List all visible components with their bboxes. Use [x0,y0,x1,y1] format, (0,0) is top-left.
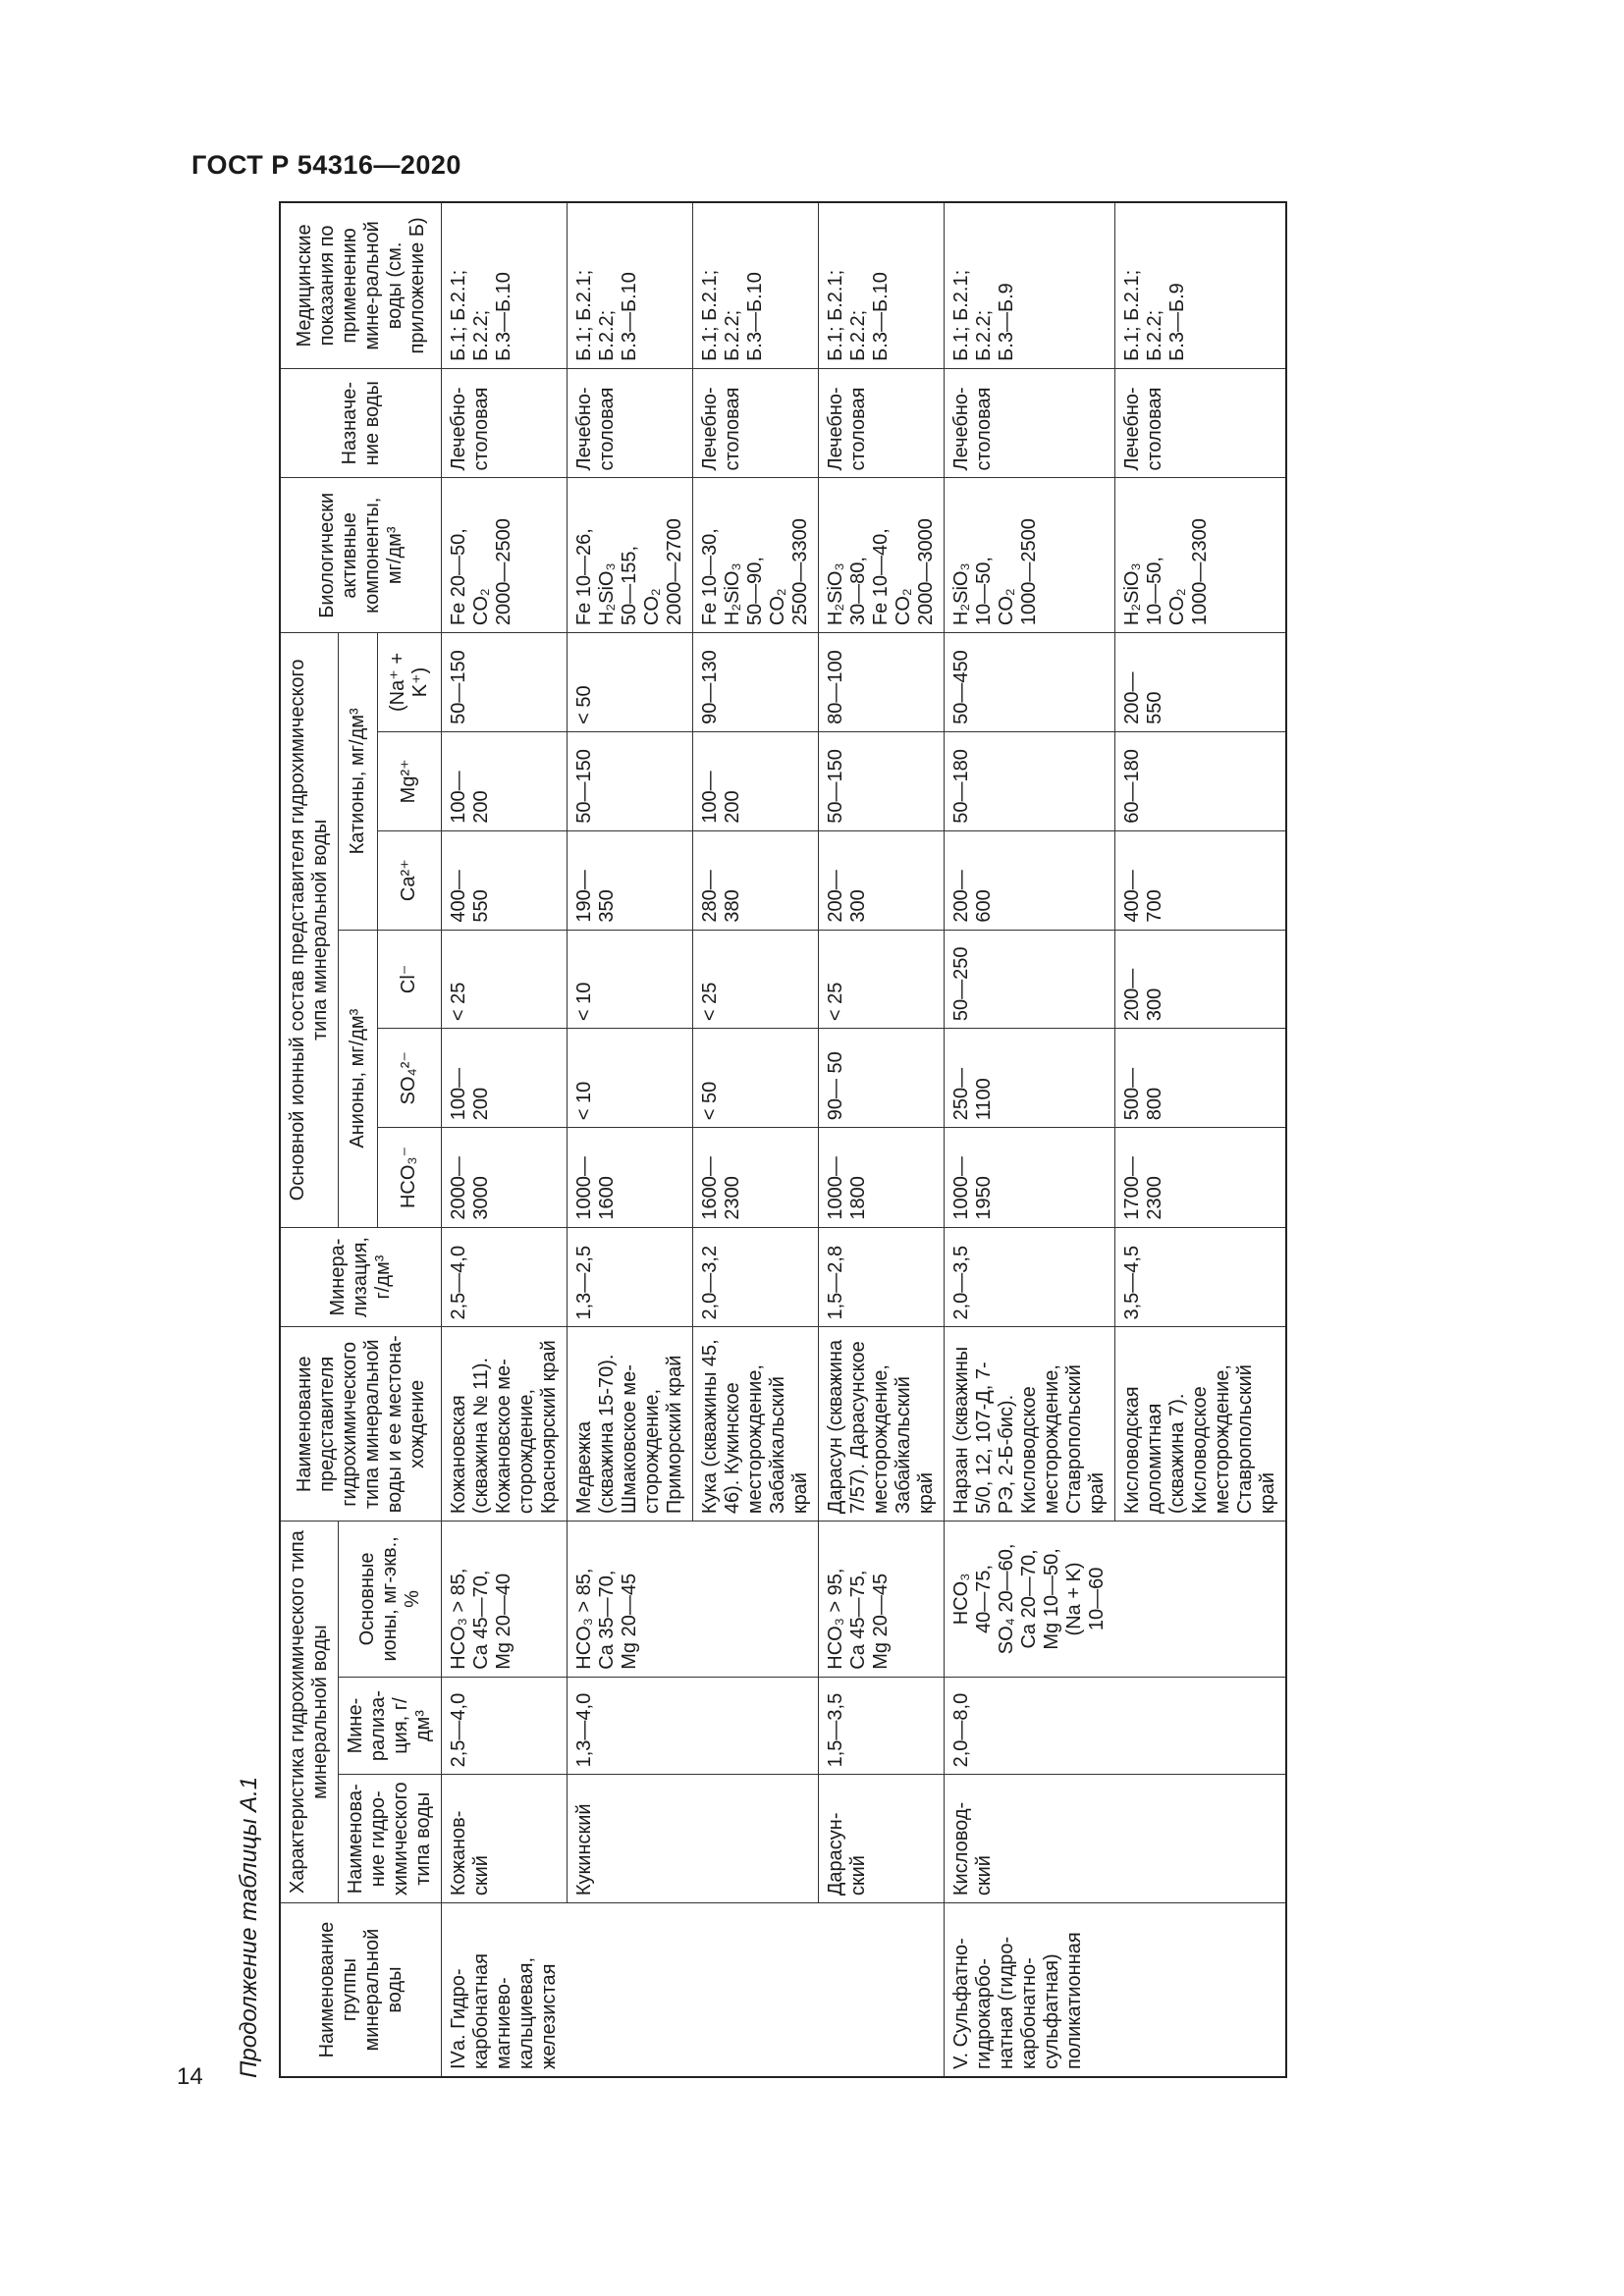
cell-mg: 60—180 [1115,731,1287,830]
header-anions: Анионы, мг/дм³ [339,930,378,1227]
cell-nak: 50—150 [442,633,568,732]
cell-group [819,1903,945,2077]
cell-main-ions: HCO₃ 40—75, SO₄ 20—60, Ca 20—70, Mg 10—50, (Na + K) 10—60 [945,1522,1115,1678]
cell-group [568,1903,693,2077]
cell-so4: < 10 [568,1029,693,1128]
mineral-water-table [279,201,1287,2078]
document-code: ГОСТ Р 54316—2020 [191,150,461,180]
header-ionic-composition: Основной ионный состав представителя гидрохимического типа минеральной воды [280,633,339,1228]
cell-mg: 50—150 [819,731,945,830]
table-row [945,202,1115,2077]
table-caption: Продолжение таблицы А.1 [236,1776,262,2078]
cell-ca: 200— 300 [819,830,945,930]
cell-medical: Б.1; Б.2.1; Б.2.2; Б.3—Б.10 [819,202,945,368]
header-hydro-mineralization: Мине-рализа-ция, г/дм³ [339,1677,442,1775]
cell-so4: 500— 800 [1115,1029,1287,1128]
cell-representative: Нарзан (скважины 5/0, 12, 107-Д, 7-РЭ, 2-Б-бис). Кисловодское месторождение, Ставропольский край [945,1327,1115,1522]
header-rep-mineralization: Минера-лизация, г/дм³ [280,1227,442,1327]
cell-ca: 400— 700 [1115,830,1287,930]
cell-type-mineralization: 1,5—3,5 [819,1677,945,1775]
cell-rep-mineralization: 1,3—2,5 [568,1227,693,1327]
cell-purpose: Лечебно-столовая [1115,368,1287,478]
cell-rep-mineralization: 2,0—3,5 [945,1227,1115,1327]
cell-so4: 90— 50 [819,1029,945,1128]
cell-nak: 50—450 [945,633,1115,732]
cell-rep-mineralization: 1,5—2,8 [819,1227,945,1327]
cell-so4: 100— 200 [442,1029,568,1128]
cell-purpose: Лечебно-столовая [945,368,1115,478]
cell-nak: 90—130 [693,633,819,732]
cell-medical: Б.1; Б.2.1; Б.2.2; Б.3—Б.10 [693,202,819,368]
cell-rep-mineralization: 2,5—4,0 [442,1227,568,1327]
table-row [693,202,819,2077]
cell-main-ions [1115,1522,1287,1678]
header-nak: (Na⁺ + K⁺) [377,633,441,732]
cell-medical: Б.1; Б.2.1; Б.2.2; Б.3—Б.9 [1115,202,1287,368]
cell-hco3: 1700— 2300 [1115,1128,1287,1227]
header-hydro-ions: Основные ионы, мг-экв., % [339,1522,442,1678]
cell-purpose: Лечебно-столовая [693,368,819,478]
cell-bio: Fe 20—50, CO₂ 2000—2500 [442,478,568,633]
header-group: Наименование группы минеральной воды [280,1903,442,2077]
cell-rep-mineralization: 2,0—3,2 [693,1227,819,1327]
cell-ca: 200— 600 [945,830,1115,930]
cell-mg: 50—180 [945,731,1115,830]
cell-bio: H₂SiO₃ 10—50, CO₂ 1000—2300 [1115,478,1287,633]
cell-type-name: Кисловод-ский [945,1775,1115,1903]
cell-group: IVа. Гидро-карбонатная магниево-кальциевая, железистая [442,1903,568,2077]
cell-type-name [693,1775,819,1903]
cell-hco3: 1000— 1800 [819,1128,945,1227]
cell-purpose: Лечебно-столовая [568,368,693,478]
cell-type-name [1115,1775,1287,1903]
header-hydro-char: Характеристика гидрохимического типа минеральной воды [280,1522,339,1903]
cell-main-ions: HCO₃ > 95, Ca 45—75, Mg 20—45 [819,1522,945,1678]
cell-hco3: 2000— 3000 [442,1128,568,1227]
cell-ca: 280— 380 [693,830,819,930]
cell-mg: 100— 200 [442,731,568,830]
cell-group: V. Сульфатно-гидрокарбо-натная (гидро-карбонатно-сульфатная) поликатионная [945,1903,1115,2077]
cell-nak: 80—100 [819,633,945,732]
cell-cl: 200— 300 [1115,930,1287,1029]
cell-type-mineralization [693,1677,819,1775]
cell-bio: Fe 10—26, H₂SiO₃ 50—155, CO₂ 2000—2700 [568,478,693,633]
cell-type-mineralization [1115,1677,1287,1775]
cell-bio: H₂SiO₃ 30—80, Fe 10—40, CO₂ 2000—3000 [819,478,945,633]
cell-nak: 200— 550 [1115,633,1287,732]
cell-medical: Б.1; Б.2.1; Б.2.2; Б.3—Б.10 [568,202,693,368]
cell-purpose: Лечебно-столовая [819,368,945,478]
table-row [819,202,945,2077]
cell-group [693,1903,819,2077]
cell-mg: 50—150 [568,731,693,830]
cell-cl: < 25 [693,930,819,1029]
cell-ca: 400— 550 [442,830,568,930]
cell-main-ions: HCO₃ > 85, Ca 45—70, Mg 20—40 [442,1522,568,1678]
header-hco3: HCO₃⁻ [377,1128,441,1227]
cell-hco3: 1000— 1600 [568,1128,693,1227]
header-so4: SO₄²⁻ [377,1029,441,1128]
cell-representative: Медвежка (скважина 15-70). Шмаковское ме-сторождение, Приморский край [568,1327,693,1522]
cell-purpose: Лечебно-столовая [442,368,568,478]
cell-cl: < 25 [442,930,568,1029]
header-rep-name: Наименование представителя гидрохимического типа минеральной воды и ее местона-хождение [280,1327,442,1522]
cell-type-mineralization: 1,3—4,0 [568,1677,693,1775]
header-mg: Mg²⁺ [377,731,441,830]
cell-main-ions: HCO₃ > 85, Ca 35—70, Mg 20—45 [568,1522,693,1678]
cell-medical: Б.1; Б.2.1; Б.2.2; Б.3—Б.10 [442,202,568,368]
cell-bio: Fe 10—30, H₂SiO₃ 50—90, CO₂ 2500—3300 [693,478,819,633]
cell-rep-mineralization: 3,5—4,5 [1115,1227,1287,1327]
cell-type-mineralization: 2,5—4,0 [442,1677,568,1775]
cell-representative: Кисловодская доломитная (скважина 7). Кисловодское месторождение, Ставропольский край [1115,1327,1287,1522]
cell-main-ions [693,1522,819,1678]
cell-representative: Дарасун (скважина 7/57). Дарасунское месторождение, Забайкальский край [819,1327,945,1522]
page-number: 14 [177,2063,203,2090]
header-bio-components: Биологически активные компоненты, мг/дм³ [280,478,442,633]
cell-group [1115,1903,1287,2077]
cell-bio: H₂SiO₃ 10—50, CO₂ 1000—2500 [945,478,1115,633]
cell-type-mineralization: 2,0—8,0 [945,1677,1115,1775]
header-row-1 [280,202,339,2077]
header-cl: Cl⁻ [377,930,441,1029]
cell-hco3: 1000— 1950 [945,1128,1115,1227]
cell-ca: 190— 350 [568,830,693,930]
cell-representative: Кожановская (скважина № 11). Кожановское ме-сторождение, Красноярский край [442,1327,568,1522]
table-row [568,202,693,2077]
cell-type-name: Дарасун-ский [819,1775,945,1903]
cell-cl: 50—250 [945,930,1115,1029]
cell-medical: Б.1; Б.2.1; Б.2.2; Б.3—Б.9 [945,202,1115,368]
cell-mg: 100— 200 [693,731,819,830]
header-hydro-name: Наименова-ние гидро-химического типа воды [339,1775,442,1903]
cell-representative: Кука (скважины 45, 46). Кукинское месторождение, Забайкальский край [693,1327,819,1522]
cell-cl: < 25 [819,930,945,1029]
header-cations: Катионы, мг/дм³ [339,633,378,931]
header-ca: Ca²⁺ [377,830,441,930]
table-row [442,202,568,2077]
rotated-table-block [236,201,1522,2078]
cell-nak: < 50 [568,633,693,732]
cell-so4: < 50 [693,1029,819,1128]
cell-cl: < 10 [568,930,693,1029]
table-row [1115,202,1287,2077]
cell-type-name: Кожанов-ский [442,1775,568,1903]
cell-so4: 250— 1100 [945,1029,1115,1128]
header-purpose: Назначе-ние воды [280,368,442,478]
header-medical: Медицинские показания по применению мине-ральной воды (см. приложение Б) [280,202,442,368]
cell-type-name: Кукинский [568,1775,693,1903]
cell-hco3: 1600— 2300 [693,1128,819,1227]
